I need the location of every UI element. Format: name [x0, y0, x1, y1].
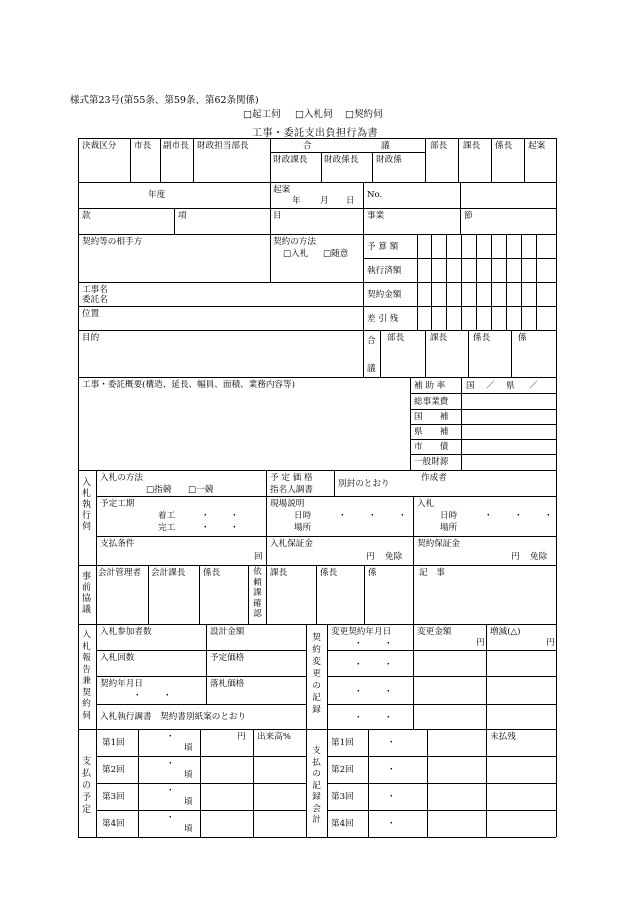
label-genba-nichiji: 日時: [294, 511, 312, 521]
label-irai-ka: 依頼課確認: [253, 567, 262, 619]
label-keiyaku-nengappi: 契約年月日: [100, 679, 143, 689]
label-nyusatsu-nichiji: 日時: [440, 511, 458, 521]
dot: ・: [387, 819, 396, 829]
dot: ・: [166, 759, 175, 769]
label-kian-date: 起案: [273, 185, 291, 195]
option-nyusatsu-method[interactable]: □入札: [283, 249, 309, 259]
label-nyusatsu-basho: 場所: [440, 523, 458, 533]
option-zuii-method[interactable]: □随意: [323, 249, 349, 259]
dot: ・: [384, 639, 393, 649]
label-kiroku-round-3: 第3回: [331, 792, 354, 802]
label-en: 円: [546, 638, 555, 648]
option-shimei[interactable]: □指競: [146, 485, 172, 495]
label-en: 円: [366, 552, 375, 562]
dot: ・: [384, 713, 393, 723]
label-g-buchou: 部長: [387, 333, 405, 343]
dot: ・: [354, 713, 363, 723]
label-gaiyou: 工事・委託概要(構造、延長、幅員、面積、業務内容等): [82, 380, 295, 390]
label-shiharai-jouken: 支払条件: [100, 539, 135, 549]
side-henkou: 契約変更の記録: [312, 633, 321, 715]
label-en: 円: [476, 638, 485, 648]
dot: ・: [166, 732, 175, 742]
label-slash-1: ／: [486, 381, 495, 391]
option-keiyaku[interactable]: □契約伺: [345, 109, 383, 120]
label-chakkou: 着工: [158, 511, 176, 521]
dot: ・: [166, 813, 175, 823]
form-number: 様式第23号(第55条、第59条、第62条関係): [70, 95, 259, 106]
dot: ・: [338, 511, 347, 521]
label-yosan-gaku: 予 算 額: [367, 242, 399, 252]
label-g-kakarichou: 係長: [473, 333, 491, 343]
dot: ・: [354, 660, 363, 670]
side-nyusatsu-shikkou: 入札執行伺: [81, 478, 91, 532]
label-jizen-kakarichou2: 係長: [320, 568, 338, 578]
label-shimeinin: 指名人調書: [270, 485, 313, 495]
label-zaisei-kakarichou: 財政係長: [324, 155, 359, 165]
option-ippan[interactable]: □一競: [188, 485, 214, 495]
label-kakarichou: 係長: [495, 141, 513, 151]
label-nendo: 年度: [148, 190, 166, 200]
label-jigyou: 事業: [367, 211, 385, 221]
side-jizen: 事前協議: [81, 572, 91, 615]
dot: ・: [230, 511, 239, 521]
label-g-kakari: 係: [518, 333, 527, 343]
label-ai-2: 議: [381, 141, 390, 151]
label-keiyaku-hoshoukin: 契約保証金: [417, 539, 460, 549]
label-kankou: 完工: [158, 523, 176, 533]
label-kou: 頃: [184, 743, 193, 753]
label-sashihiki-zan: 差 引 残: [367, 314, 399, 324]
dot: ・: [384, 687, 393, 697]
label-jizen-kakari: 係: [368, 568, 377, 578]
side-houkoku: 入札報告兼契約伺: [82, 630, 91, 721]
label-no: No.: [367, 190, 383, 200]
label-yotei-kakaku: 予 定 価 格: [270, 473, 313, 483]
label-slash-2: ／: [529, 381, 538, 391]
dot: ・: [201, 523, 210, 533]
label-yotei-kakaku-2: 予定価格: [210, 653, 245, 663]
label-round-2: 第2回: [102, 765, 125, 775]
side-shiharai: 支払の予定: [81, 757, 91, 815]
dot: ・: [484, 511, 493, 521]
label-aitegata: 契約等の相手方: [82, 237, 143, 247]
label-hi: 日: [346, 196, 355, 206]
dot: ・: [368, 511, 377, 521]
label-genba: 現場説明: [270, 499, 305, 509]
label-en: 円: [237, 732, 246, 742]
dot: ・: [387, 738, 396, 748]
label-henkou-nengappi: 変更契約年月日: [331, 627, 392, 637]
label-yotei-kouki: 予定工期: [100, 499, 135, 509]
label-zaisei-buchou: 財政担当部長: [197, 141, 249, 151]
label-sekkei-kingaku: 設計金額: [210, 627, 245, 637]
side-shiharai-kiroku: 支払の記録会計: [312, 746, 321, 825]
label-sou-jigyouhi: 総事業費: [414, 397, 449, 407]
dot: ・: [133, 691, 142, 701]
dot: ・: [201, 511, 210, 521]
label-round-4: 第4回: [102, 819, 125, 829]
label-shikkou-zumi: 執行済額: [367, 266, 402, 276]
label-kachou: 課長: [463, 141, 481, 151]
label-kuni-ho: 国 補: [414, 412, 449, 422]
label-gougi-2: 議: [367, 364, 376, 374]
label-kessai-kubun: 決裁区分: [82, 141, 117, 151]
label-kiji: 記 事: [419, 568, 445, 578]
label-shi-sai: 市 債: [414, 442, 449, 452]
option-nyusatsu[interactable]: □入札伺: [295, 109, 333, 120]
label-ippan-zaigen: 一般財源: [414, 457, 449, 467]
label-kaikei-kanrisha: 会計管理者: [98, 568, 141, 578]
option-kiko[interactable]: □起工伺: [243, 109, 281, 120]
label-zougen: 増減(△): [490, 627, 521, 637]
label-menjo: 免除: [385, 552, 403, 562]
dot: ・: [387, 792, 396, 802]
dot: ・: [398, 511, 407, 521]
label-sankasha: 入札参加者数: [100, 627, 152, 637]
dot: ・: [230, 523, 239, 533]
label-kaisuu: 入札回数: [100, 653, 135, 663]
dot: ・: [384, 660, 393, 670]
label-round-1: 第1回: [102, 738, 125, 748]
label-ai-1: 合: [303, 141, 312, 151]
label-zaisei-kachou: 財政課長: [273, 155, 308, 165]
label-gougi-1: 合: [367, 336, 376, 346]
form-title: 工事・委託支出負担行為書: [252, 128, 378, 139]
label-hoshoukin: 入札保証金: [270, 539, 313, 549]
label-jizen-kakarichou: 係長: [203, 568, 221, 578]
label-itakumei: 委託名: [82, 295, 108, 305]
label-beppu: 別封のとおり: [338, 479, 390, 489]
label-fukushicho: 副市長: [163, 141, 189, 151]
label-kou: 頃: [184, 797, 193, 807]
label-hojoritsu: 補 助 率: [414, 381, 446, 391]
label-tsuki: 月: [320, 196, 329, 206]
label-genba-basho: 場所: [294, 523, 312, 533]
label-shicho: 市長: [134, 141, 152, 151]
label-keiyaku-houhou: 契約の方法: [273, 237, 316, 247]
label-keiyaku-kingaku: 契約金額: [367, 290, 402, 300]
label-dekidaka: 出来高%: [257, 732, 291, 742]
label-shikkou-chousho: 入札執行調書 契約書別紙案のとおり: [100, 712, 247, 722]
label-ken: 県: [506, 381, 515, 391]
label-moku: 目: [273, 211, 282, 221]
label-mibarai: 未払残: [490, 732, 516, 742]
label-kou: 項: [178, 211, 187, 221]
label-nyusatsu: 入札: [417, 499, 435, 509]
label-kou: 頃: [184, 824, 193, 834]
label-kou: 頃: [184, 770, 193, 780]
label-nen: 年: [292, 196, 301, 206]
label-kai: 回: [254, 552, 263, 562]
label-nyusatsu-houhou: 入札の方法: [100, 473, 143, 483]
label-jizen-kachou: 課長: [270, 568, 288, 578]
dot: ・: [544, 511, 553, 521]
label-ichi: 位置: [82, 309, 100, 319]
dot: ・: [387, 765, 396, 775]
label-round-3: 第3回: [102, 792, 125, 802]
label-buchou: 部長: [430, 141, 448, 151]
label-kiroku-round-2: 第2回: [331, 765, 354, 775]
label-sakuseisha: 作成者: [421, 473, 447, 483]
label-g-kachou: 課長: [430, 333, 448, 343]
label-kaikei-kachou: 会計課長: [151, 568, 186, 578]
dot: ・: [166, 786, 175, 796]
label-kan: 款: [82, 211, 91, 221]
label-menjo: 免除: [530, 552, 548, 562]
label-kuni: 国: [466, 381, 475, 391]
label-kian: 起案: [528, 141, 546, 151]
label-kiroku-round-1: 第1回: [331, 738, 354, 748]
dot: ・: [354, 687, 363, 697]
label-koujimei: 工事名: [82, 285, 108, 295]
label-zaisei-kakari: 財政係: [376, 155, 402, 165]
label-ken-ho: 県 補: [414, 427, 449, 437]
dot: ・: [354, 639, 363, 649]
label-henkou-kingaku: 変更金額: [417, 627, 452, 637]
dot: ・: [163, 691, 172, 701]
label-en: 円: [511, 552, 520, 562]
label-kiroku-round-4: 第4回: [331, 819, 354, 829]
label-mokuteki: 目的: [82, 333, 100, 343]
label-rakusatsu: 落札価格: [210, 679, 245, 689]
label-setsu: 節: [464, 211, 473, 221]
dot: ・: [514, 511, 523, 521]
